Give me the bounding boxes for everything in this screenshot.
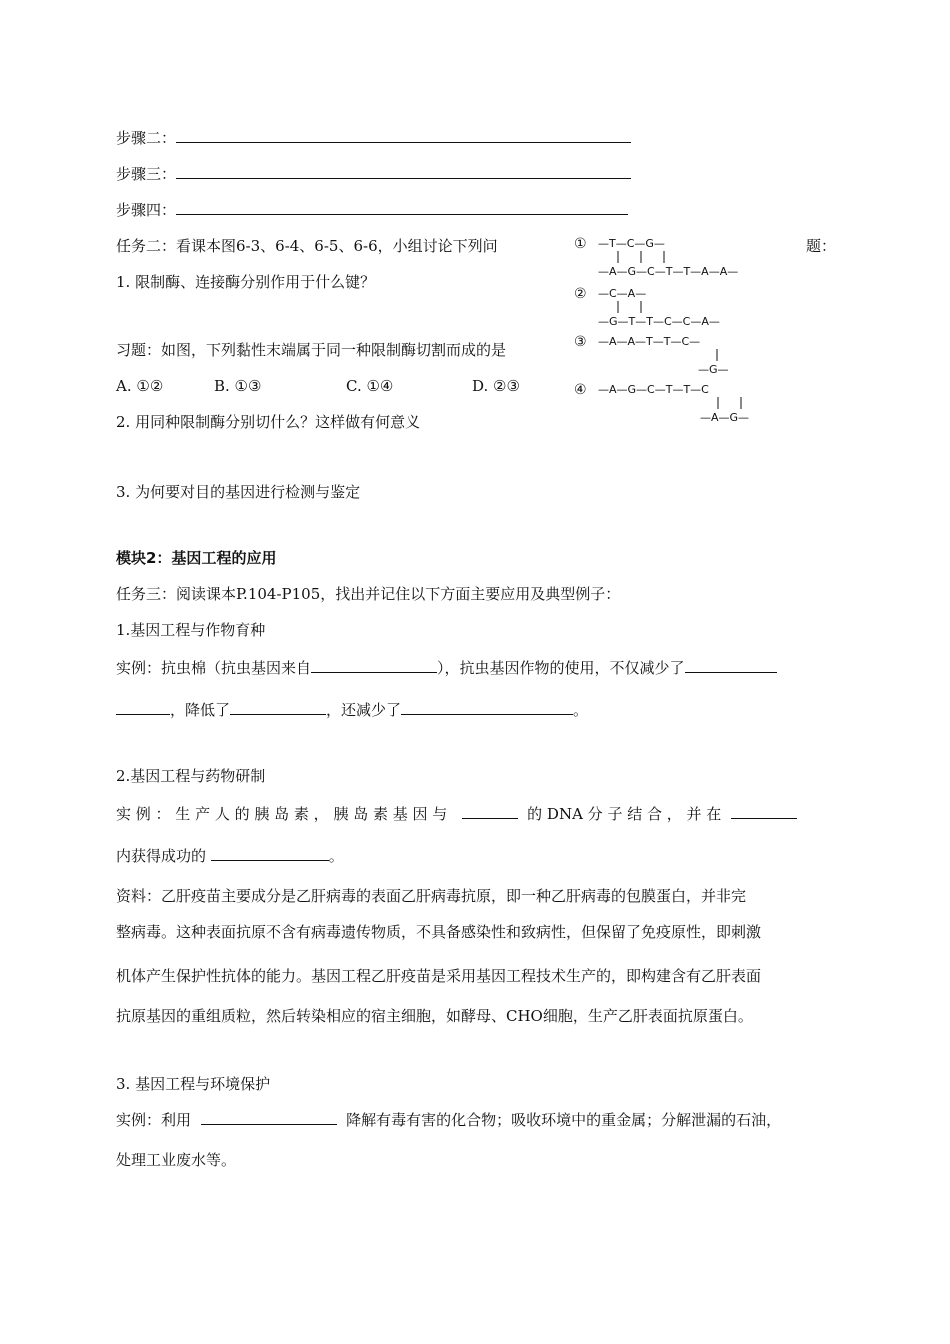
diagram-1-bottom: —A—G—C—T—T—A—A— xyxy=(598,265,739,278)
task2-q3: 3. 为何要对目的基因进行检测与鉴定 xyxy=(116,483,361,501)
option-d: D. ②③ xyxy=(472,377,520,395)
material-line-4: 抗原基因的重组质粒，然后转染相应的宿主细胞，如酵母、CHO细胞，生产乙肝表面抗原蛋白。 xyxy=(116,1007,753,1025)
diagram-num-1: ① xyxy=(574,236,587,252)
section2-blank-host[interactable] xyxy=(731,804,797,819)
material-line-1: 资料：乙肝疫苗主要成分是乙肝病毒的表面乙肝病毒抗原，即一种乙肝病毒的包膜蛋白，并非完 xyxy=(116,887,747,905)
step-3-label: 步骤三： xyxy=(116,165,177,183)
step-4-line xyxy=(116,200,628,220)
step-2-label: 步骤二： xyxy=(116,129,177,147)
section3-line2: 处理工业废水等。 xyxy=(116,1151,237,1169)
section2-l1b: 的 DNA 分 子 结 合 ， 并 在 xyxy=(527,805,722,823)
section1-l2b: ，还减少了 xyxy=(326,701,402,719)
exercise-text: 习题：如图，下列黏性末端属于同一种限制酶切割而成的是 xyxy=(116,341,507,359)
material-line-2: 整病毒。这种表面抗原不含有病毒遗传物质，不具备感染性和致病性，但保留了免疫原性，即刺激 xyxy=(116,923,762,941)
task2-q2: 2. 用同种限制酶分别切什么？这样做有何意义 xyxy=(116,413,421,431)
section1-l2c: 。 xyxy=(573,701,589,719)
step-3-blank[interactable] xyxy=(176,164,631,179)
step-3-line xyxy=(116,164,631,184)
section2-line1 xyxy=(116,804,797,824)
diagram-4-bottom: —A—G— xyxy=(700,411,750,424)
section1-line2 xyxy=(116,700,588,720)
material-line-3: 机体产生保护性抗体的能力。基因工程乙肝疫苗是采用基因工程技术生产的，即构建含有乙肝表面 xyxy=(116,967,762,985)
task2-tail: 题： xyxy=(806,237,837,255)
section1-blank-reduce-1a[interactable] xyxy=(685,658,777,673)
exercise-options xyxy=(116,376,520,396)
task2-q1: 1. 限制酶、连接酶分别作用于什么键？ xyxy=(116,273,376,291)
section1-blank-lower[interactable] xyxy=(230,700,326,715)
module2-title: 模块2：基因工程的应用 xyxy=(116,549,277,567)
diagram-3-top: —A—A—T—T—C— xyxy=(598,335,701,348)
diagram-2-top: —C—A— xyxy=(598,287,647,300)
section3-blank-organism[interactable] xyxy=(201,1110,337,1125)
diagram-2-bottom: —G—T—T—C—C—A— xyxy=(598,315,720,328)
step-2-line xyxy=(116,128,631,148)
section1-l1a: 实例：抗虫棉（抗虫基因来自 xyxy=(116,659,312,677)
option-b: B. ①③ xyxy=(214,377,262,395)
section1-blank-source[interactable] xyxy=(311,658,437,673)
section3-l1b: 降解有毒有害的化合物；吸收环境中的重金属；分解泄漏的石油， xyxy=(346,1111,782,1129)
section2-l2b: 。 xyxy=(328,847,344,865)
diagram-4-top: —A—G—C—T—T—C xyxy=(598,383,709,396)
section1-l2a: ，降低了 xyxy=(170,701,231,719)
diagram-1-top: —T—C—G— xyxy=(598,237,665,250)
diagram-3-bottom: —G— xyxy=(698,363,729,376)
sticky-ends-diagram xyxy=(570,232,800,428)
section2-blank-expression[interactable] xyxy=(211,846,329,861)
section2-line2 xyxy=(116,846,344,866)
section1-title: 1.基因工程与作物育种 xyxy=(116,621,266,639)
section1-line1 xyxy=(116,658,777,678)
section1-l1b: ），抗虫基因作物的使用，不仅减少了 xyxy=(437,659,685,677)
section3-l1a: 实例：利用 xyxy=(116,1111,192,1129)
step-4-label: 步骤四： xyxy=(116,201,177,219)
section1-blank-reduce-1b[interactable] xyxy=(116,700,170,715)
section2-l2a: 内获得成功的 xyxy=(116,847,207,865)
diagram-num-3: ③ xyxy=(574,334,587,350)
section3-title: 3. 基因工程与环境保护 xyxy=(116,1075,271,1093)
section2-l1a: 实 例 ： 生 产 人 的 胰 岛 素 ， 胰 岛 素 基 因 与 xyxy=(116,805,448,823)
task2-text: 任务二：看课本图6-3、6-4、6-5、6-6，小组讨论下列问 xyxy=(116,237,498,255)
option-a: A. ①② xyxy=(116,377,164,395)
task3-text: 任务三：阅读课本P.104-P105，找出并记住以下方面主要应用及典型例子： xyxy=(116,585,621,603)
step-4-blank[interactable] xyxy=(176,200,628,215)
step-2-blank[interactable] xyxy=(176,128,631,143)
section2-blank-vector[interactable] xyxy=(462,804,518,819)
option-c: C. ①④ xyxy=(346,377,394,395)
section3-line1 xyxy=(116,1110,781,1130)
section2-title: 2.基因工程与药物研制 xyxy=(116,767,266,785)
section1-blank-reduce-2[interactable] xyxy=(401,700,573,715)
diagram-num-4: ④ xyxy=(574,382,587,398)
diagram-num-2: ② xyxy=(574,286,587,302)
